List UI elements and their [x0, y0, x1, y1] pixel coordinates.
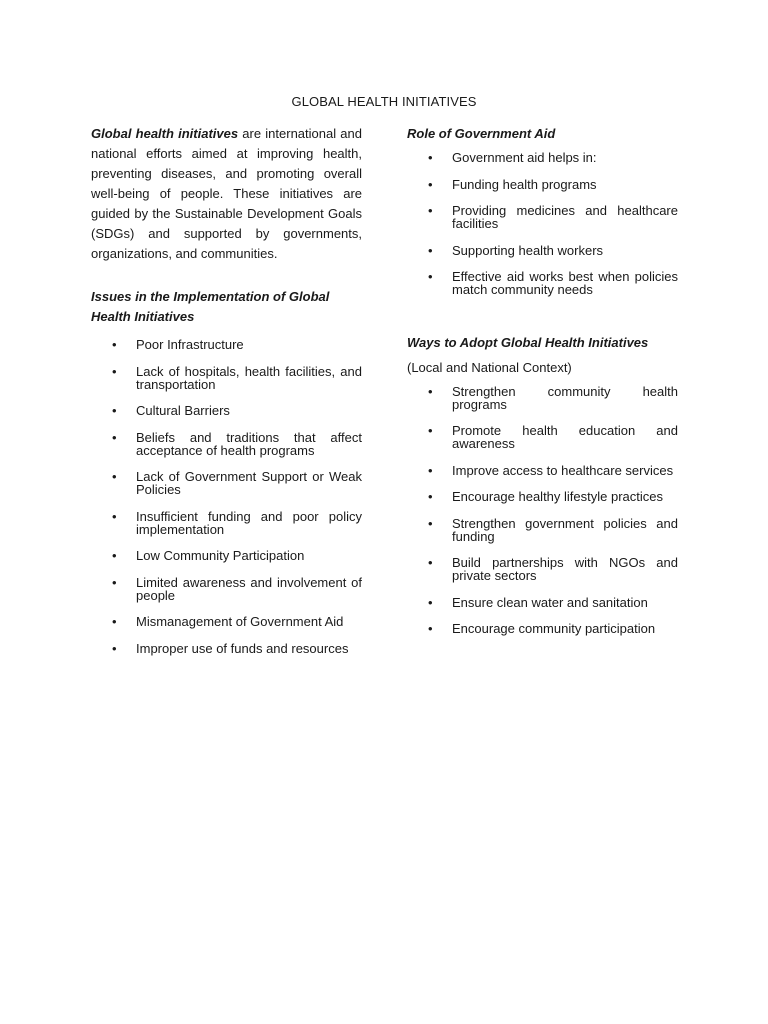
list-item: • Lack of hospitals, health facilities, and transportation — [91, 365, 362, 391]
list-item: • Insufficient funding and poor policy implementation — [91, 510, 362, 536]
list-item: • Ensure clean water and sanitation — [407, 596, 678, 609]
list-item: • Low Community Participation — [91, 549, 362, 562]
issues-heading: Issues in the Implementation of Global Health Initiatives — [91, 289, 330, 324]
list-item: • Improve access to healthcare services — [407, 464, 678, 477]
list-item: • Beliefs and traditions that affect acceptance of health programs — [91, 431, 362, 457]
intro-paragraph — [91, 124, 362, 264]
list-item: • Providing medicines and healthcare facilities — [407, 204, 678, 230]
role-heading: Role of Government Aid — [407, 126, 556, 141]
list-item: • Encourage healthy lifestyle practices — [407, 490, 678, 503]
list-item: • Strengthen government policies and funding — [407, 517, 678, 543]
list-item: • Cultural Barriers — [91, 404, 362, 417]
list-item: • Poor Infrastructure — [91, 338, 362, 351]
left-column — [91, 124, 362, 668]
list-item: • Mismanagement of Government Aid — [91, 615, 362, 628]
ways-subnote: (Local and National Context) — [407, 359, 572, 375]
issues-list — [91, 338, 362, 655]
role-list — [407, 151, 678, 296]
list-item: • Supporting health workers — [407, 244, 678, 257]
page-title: GLOBAL HEALTH INITIATIVES — [291, 94, 477, 109]
list-item: • Lack of Government Support or Weak Policies — [91, 470, 362, 496]
list-item: • Government aid helps in: — [407, 151, 678, 164]
ways-heading: Ways to Adopt Global Health Initiatives — [407, 334, 649, 350]
intro-body: are international and national efforts aimed at improving health, preventing diseases, and promoting overall well-being of people. These initiatives are guided by the Sustainable Development Goals (SDGs) and supported by governments, organizations, and communities. — [91, 126, 362, 261]
list-item: • Strengthen community health programs — [407, 385, 678, 411]
ways-list — [407, 385, 678, 636]
list-item: • Build partnerships with NGOs and private sectors — [407, 556, 678, 582]
list-item: • Effective aid works best when policies match community needs — [407, 270, 678, 296]
list-item: • Limited awareness and involvement of people — [91, 576, 362, 602]
right-column — [407, 124, 678, 649]
list-item: • Encourage community participation — [407, 622, 678, 635]
intro-lead: Global health initiatives — [91, 126, 239, 141]
list-item: • Funding health programs — [407, 178, 678, 191]
list-item: • Promote health education and awareness — [407, 424, 678, 450]
list-item: • Improper use of funds and resources — [91, 642, 362, 655]
